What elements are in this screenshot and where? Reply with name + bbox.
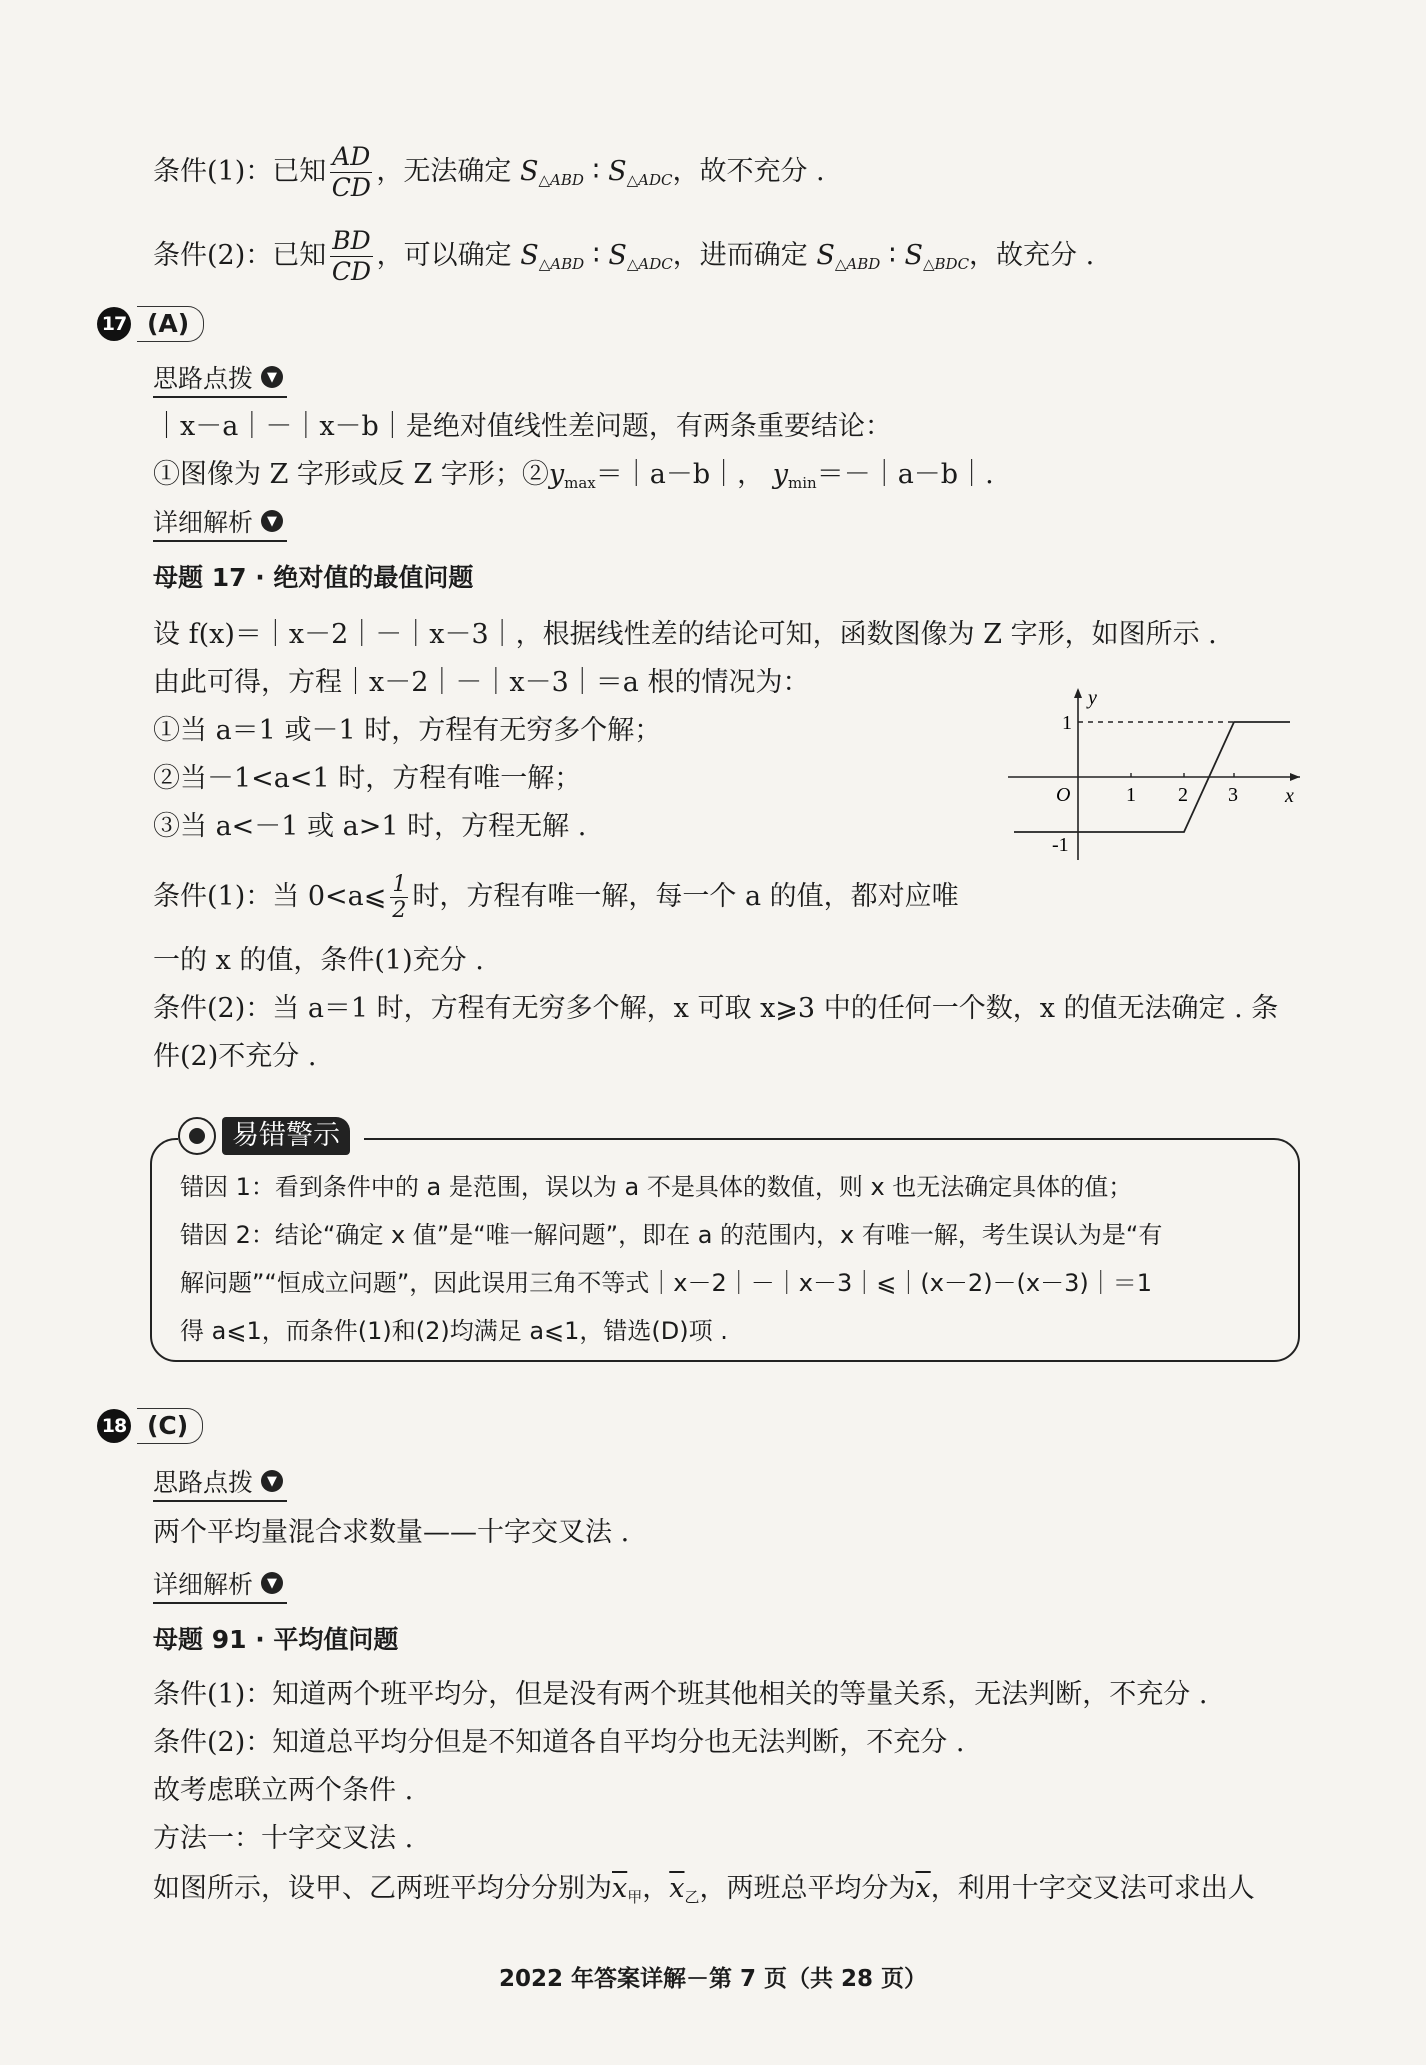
- q16-condition2-line: [153, 226, 1094, 287]
- paragraph: 一的 x 的值，条件(1)充分 .: [153, 945, 484, 976]
- math-s: S: [520, 240, 539, 271]
- math-s: S: [904, 240, 923, 271]
- warning-title: [178, 1114, 364, 1158]
- paragraph: ①当 a＝1 或－1 时，方程有无穷多个解；: [153, 715, 662, 746]
- chevron-down-icon: ▼: [261, 1572, 283, 1594]
- fraction-denominator: 2: [392, 898, 407, 923]
- fraction-numerator: BD: [332, 226, 371, 255]
- text: ∶: [880, 240, 905, 271]
- hint-line-1: ｜x－a｜－｜x－b｜是绝对值线性差问题，有两条重要结论：: [153, 411, 892, 442]
- paragraph: 条件(2)：当 a＝1 时，方程有无穷多个解，x 可取 x⩾3 中的任何一个数，x 的值无法确定 . 条: [153, 993, 1279, 1024]
- chevron-down-icon: ▼: [261, 1470, 283, 1492]
- warning-line-3: 解问题”“恒成立问题”，因此误用三角不等式｜x－2｜－｜x－3｜⩽｜(x－2)－(x－3)｜＝1: [180, 1269, 1153, 1297]
- fraction-denominator: CD: [331, 257, 372, 286]
- y-tick-label: 1: [1062, 712, 1072, 734]
- text: ，故不充分 .: [672, 156, 825, 187]
- math-x-bar: $\overline{x}$: [669, 1873, 685, 1904]
- x-axis-arrow: [1290, 773, 1300, 781]
- math-s: S: [816, 240, 835, 271]
- detail-label: 详细解析: [153, 1570, 254, 1599]
- warning-line-4: 得 a⩽1，而条件(1)和(2)均满足 a⩽1，错选(D)项 .: [180, 1317, 728, 1345]
- text: ＝｜a－b｜，: [595, 459, 765, 490]
- motif-title: 母题 17 · 绝对值的最值问题: [153, 563, 474, 592]
- text: ，可以确定: [376, 240, 512, 271]
- hint-label: 思路点拨: [153, 1468, 254, 1497]
- text: ，两班总平均分为: [699, 1873, 916, 1904]
- x-axis-label: x: [1285, 785, 1294, 807]
- text: ①图像为 Z 字形或反 Z 字形；②: [153, 459, 549, 490]
- question-number: 17: [97, 307, 131, 341]
- subscript: max: [564, 474, 596, 492]
- subscript: △BDC: [922, 255, 970, 273]
- warning-line-1: 错因 1：看到条件中的 a 是范围，误以为 a 不是具体的数值，则 x 也无法确定具体的值；: [180, 1173, 1133, 1201]
- fraction: [330, 226, 372, 287]
- subscript: min: [788, 474, 817, 492]
- text: ，进而确定: [672, 240, 808, 271]
- text: ＝－｜a－b｜.: [816, 459, 994, 490]
- math-s: S: [519, 156, 539, 187]
- answer-label: (C): [137, 1408, 203, 1444]
- detail-heading: [153, 502, 287, 542]
- subscript: △ADC: [626, 255, 673, 273]
- paragraph: 故考虑联立两个条件 .: [153, 1775, 414, 1806]
- fraction-numerator: AD: [332, 142, 371, 171]
- q16-condition1-line: [153, 142, 825, 203]
- x-tick-label: 1: [1126, 784, 1136, 806]
- x-tick-label: 2: [1178, 784, 1188, 806]
- fraction-numerator: 1: [392, 872, 407, 897]
- subscript: △ABD: [538, 171, 584, 189]
- chevron-down-icon: ▼: [261, 510, 283, 532]
- math-s: S: [608, 240, 627, 271]
- hint-label: 思路点拨: [153, 364, 254, 393]
- subscript: 甲: [627, 1888, 643, 1906]
- y-axis-arrow: [1074, 688, 1082, 698]
- subscript: 乙: [684, 1888, 700, 1906]
- page-footer: 2022 年答案详解－第 7 页（共 28 页）: [498, 1966, 928, 1992]
- text: 条件(1)：已知: [153, 156, 327, 187]
- motif-title: 母题 91 · 平均值问题: [153, 1625, 399, 1654]
- question-17-badge: [97, 306, 204, 342]
- paragraph: 设 f(x)＝｜x－2｜－｜x－3｜，根据线性差的结论可知，函数图像为 Z 字形，如图所示 .: [153, 619, 1217, 650]
- y-tick-label: -1: [1052, 834, 1069, 856]
- detail-label: 详细解析: [153, 508, 254, 537]
- fraction: [330, 142, 372, 203]
- text: 条件(1)：当 0<a⩽: [153, 881, 387, 912]
- subscript: △ABD: [834, 255, 881, 273]
- text: ∶: [583, 156, 609, 187]
- hint-heading: [153, 1462, 287, 1502]
- math-y: y: [548, 459, 565, 490]
- subscript: △ADC: [626, 171, 673, 189]
- paragraph: 件(2)不充分 .: [153, 1041, 317, 1072]
- paragraph: 条件(1)：知道两个班平均分，但是没有两个班其他相关的等量关系，无法判断，不充分 .: [153, 1679, 1208, 1710]
- warning-line-2: 错因 2：结论“确定 x 值”是“唯一解问题”，即在 a 的范围内，x 有唯一解，考生误认为是“有: [180, 1221, 1163, 1249]
- paragraph: 方法一：十字交叉法 .: [153, 1823, 414, 1854]
- fraction: [390, 872, 408, 923]
- hint-heading: [153, 358, 287, 398]
- text: 时，方程有唯一解，每一个 a 的值，都对应唯: [412, 881, 959, 912]
- paragraph: 条件(2)：知道总平均分但是不知道各自平均分也无法判断，不充分 .: [153, 1727, 965, 1758]
- math-x-bar: $\overline{x}$: [612, 1873, 628, 1904]
- text: ，: [642, 1873, 670, 1904]
- y-axis-label: y: [1088, 687, 1097, 709]
- math-s: S: [608, 156, 627, 187]
- x-tick-label: 3: [1228, 784, 1238, 806]
- paragraph: ②当－1<a<1 时，方程有唯一解；: [153, 763, 582, 794]
- z-shape-graph: [1000, 684, 1310, 870]
- warning-label: 易错警示: [222, 1117, 350, 1155]
- origin-label: O: [1056, 784, 1071, 806]
- question-number: 18: [97, 1409, 131, 1443]
- paragraph: [153, 1872, 1255, 1914]
- chevron-down-icon: ▼: [261, 366, 283, 388]
- answer-label: (A): [137, 306, 204, 342]
- question-18-badge: [97, 1408, 203, 1444]
- hint-line-2: [153, 458, 994, 500]
- hint-line-1: 两个平均量混合求数量——十字交叉法 .: [153, 1517, 630, 1548]
- text: ∶: [584, 240, 609, 271]
- paragraph: [153, 872, 959, 923]
- text: ，无法确定: [376, 156, 512, 187]
- fraction-denominator: CD: [331, 173, 371, 202]
- text: ，利用十字交叉法可求出人: [930, 1873, 1255, 1904]
- math-y: y: [772, 459, 789, 490]
- target-icon: [178, 1117, 216, 1155]
- paragraph: 由此可得，方程｜x－2｜－｜x－3｜＝a 根的情况为：: [153, 667, 810, 698]
- text: ，故充分 .: [969, 240, 1095, 271]
- subscript: △ABD: [538, 255, 585, 273]
- paragraph: ③当 a<－1 或 a>1 时，方程无解 .: [153, 811, 587, 842]
- detail-heading: [153, 1564, 287, 1604]
- text: 条件(2)：已知: [153, 240, 327, 271]
- math-x-bar: $\overline{x}$: [915, 1873, 931, 1904]
- text: 如图所示，设甲、乙两班平均分分别为: [153, 1873, 612, 1904]
